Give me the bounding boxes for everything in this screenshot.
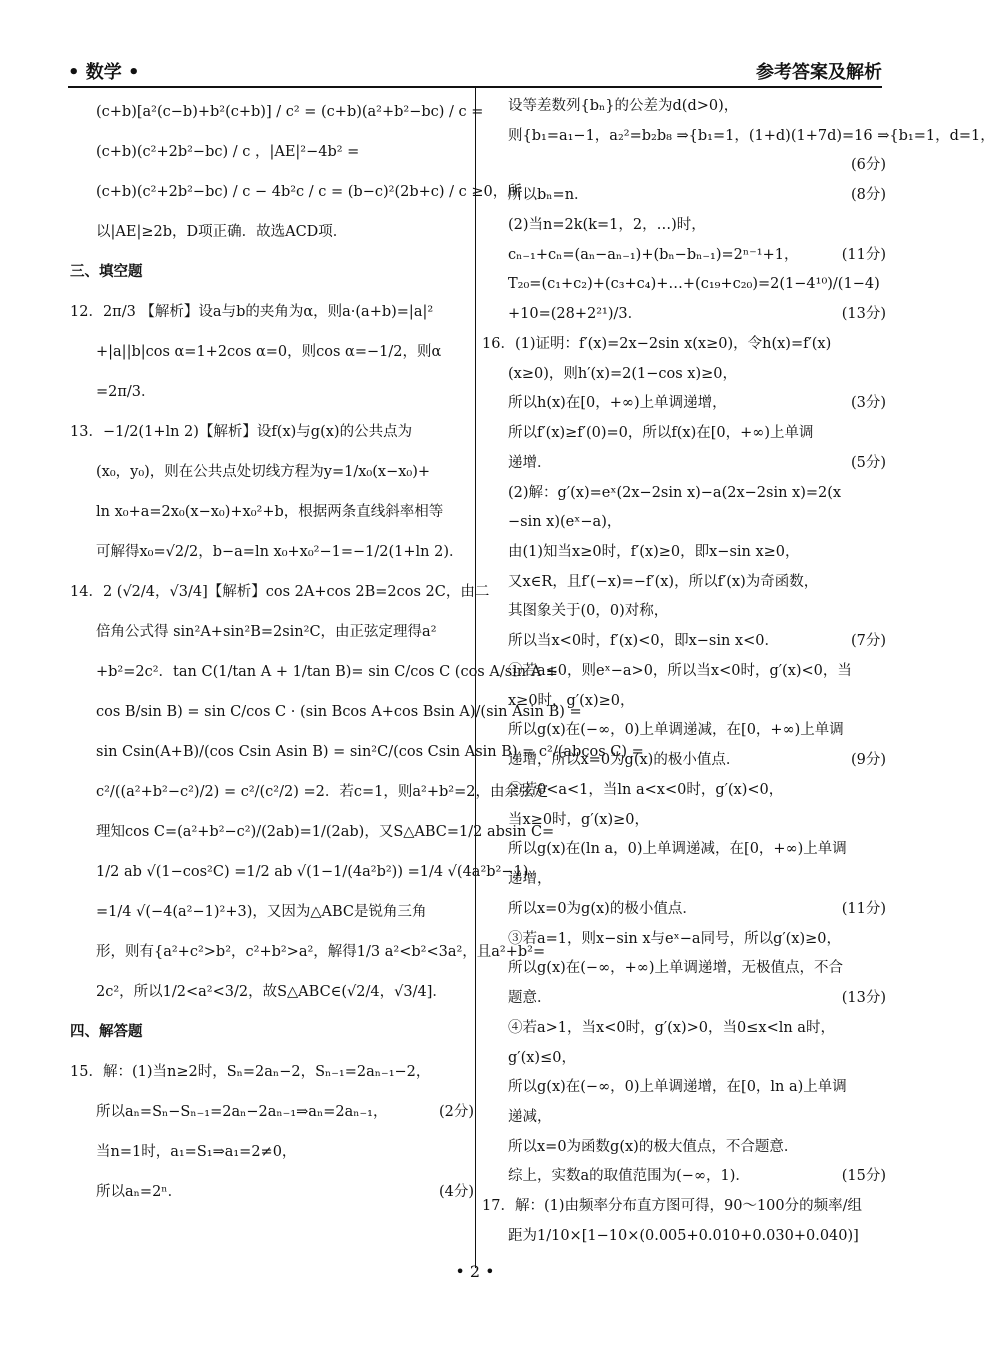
text-line — [508, 151, 886, 181]
text-line: 递增． (5分) — [508, 449, 886, 479]
text-line: 2c²，所以1/2<a²<3/2，故S△ABC∈(√2/4，√3/4]． — [96, 984, 447, 1000]
subject-label: • 数学 • — [68, 62, 140, 83]
text-line: 综上，实数a的取值范围为(−∞，1)． (15分) — [508, 1162, 886, 1192]
text-line: (x≥0)，则h′(x)=2(1−cos x)≥0， — [508, 365, 738, 382]
text-line: 1/2 ab √(1−cos²C) =1/2 ab √(1−1/(4a²b²)) =1/4 √(4a²b²−1) — [96, 864, 529, 880]
text-line: ③若a=1，则x−sin x与eˣ−a同号，所以g′(x)≥0， — [508, 930, 842, 947]
text-line: 又x∈R，且f′(−x)=−f′(x)，所以f′(x)为奇函数， — [508, 573, 819, 590]
header-title: 参考答案及解析 — [756, 62, 882, 83]
text-line: 当n=1时，a₁=S₁⇒a₁=2≠0， — [96, 1144, 297, 1160]
text-line: cos B/sin B) = sin C/cos C · (sin Bcos A+cos Bsin A)/(sin Asin B) = — [96, 704, 582, 720]
text-line: 三、填空题 — [70, 264, 143, 280]
text-line: (c+b)(c²+2b²−bc) / c ，|AE|²−4b² = — [96, 144, 360, 160]
text-line: sin Csin(A+B)/(cos Csin Asin B) = sin²C/(cos Csin Asin B) = c²/(abcos C) = — [96, 744, 644, 760]
text-line: 所以g(x)在(−∞，+∞)上单调递增，无极值点，不合 — [508, 960, 844, 977]
text-line: (c+b)(c²+2b²−bc) / c − 4b²c / c = (b−c)²(2b+c) / c ≥0，所 — [96, 184, 522, 200]
score-points: (7分) — [850, 633, 886, 650]
text-line: 倍角公式得 sin²A+sin²B=2sin²C，由正弦定理得a² — [96, 624, 437, 640]
text-line: 递增， — [508, 871, 552, 888]
score-points: (5分) — [850, 454, 886, 471]
right-column — [482, 92, 995, 1252]
text-line: 由(1)知当x≥0时，f′(x)≥0，即x−sin x≥0， — [508, 544, 800, 561]
score-points: (4分) — [438, 1184, 474, 1200]
text-line: 当x≥0时，g′(x)≥0， — [508, 811, 649, 828]
text-line: 题意． (13分) — [508, 984, 886, 1014]
page-header — [68, 58, 882, 84]
text-line: 所以x=0为g(x)的极小值点． (11分) — [508, 895, 886, 925]
text-line: (c+b)[a²(c−b)+b²(c+b)] / c² = (c+b)(a²+b²−bc) / c = — [96, 104, 484, 120]
text-line: ①若a≤0，则eˣ−a>0，所以当x<0时，g′(x)<0，当 — [508, 662, 852, 679]
text-line: 可解得x₀=√2/2，b−a=ln x₀+x₀²−1=−1/2(1+ln 2)． — [96, 544, 464, 560]
score-points: (13分) — [841, 306, 886, 323]
score-points: (9分) — [850, 752, 886, 769]
text-line: 递增，所以x=0为g(x)的极小值点． (9分) — [508, 746, 886, 776]
text-line: cₙ₋₁+cₙ=(aₙ−aₙ₋₁)+(bₙ−bₙ₋₁)=2ⁿ⁻¹+1， (11分) — [508, 241, 886, 271]
text-line: (x₀，y₀)，则在公共点处切线方程为y=1/x₀(x−x₀)+ — [96, 464, 431, 480]
text-line: 所以g(x)在(ln a，0)上单调递减，在[0，+∞)上单调 — [508, 841, 847, 858]
text-line: 以|AE|≥2b，D项正确．故选ACD项． — [96, 224, 348, 240]
text-line: 设等差数列{bₙ}的公差为d(d>0)， — [508, 98, 739, 114]
score-points: (8分) — [850, 187, 886, 204]
score-points: (11分) — [841, 246, 886, 263]
text-line: ln x₀+a=2x₀(x−x₀)+x₀²+b，根据两条直线斜率相等 — [96, 504, 444, 520]
text-line: ④若a>1，当x<0时，g′(x)>0，当0≤x<ln a时， — [508, 1019, 835, 1036]
score-points: (6分) — [850, 157, 886, 174]
text-line: 13．−1/2(1+ln 2)【解析】设f(x)与g(x)的公共点为 — [70, 424, 413, 440]
text-line: −sin x)(eˣ−a)， — [508, 514, 622, 531]
score-points: (13分) — [841, 990, 886, 1007]
text-line: x≥0时，g′(x)≥0， — [508, 692, 635, 709]
score-points: (3分) — [850, 395, 886, 412]
text-line: 距为1/10×[1−10×(0.005+0.010+0.030+0.040)] — [508, 1227, 859, 1244]
text-line: g′(x)≤0， — [508, 1049, 576, 1066]
text-line: 17．解：(1)由频率分布直方图可得，90～100分的频率/组 — [482, 1198, 863, 1215]
text-line: (2)解：g′(x)=eˣ(2x−2sin x)−a(2x−2sin x)=2(x — [508, 484, 842, 501]
text-line: 形，则有{a²+c²>b²，c²+b²>a²，解得1/3 a²<b²<3a²，且a²+b²= — [96, 944, 546, 960]
score-points: (11分) — [841, 900, 886, 917]
page-number: • 2 • — [455, 1262, 495, 1281]
text-line: 递减， — [508, 1108, 552, 1125]
score-points: (15分) — [841, 1168, 886, 1185]
text-line: =2π/3． — [96, 384, 156, 400]
text-line: 12．2π/3 【解析】设a与b的夹角为α，则a·(a+b)=|a|² — [70, 304, 434, 320]
text-line: 所以h(x)在[0，+∞)上单调递增， (3分) — [508, 389, 886, 419]
text-line: +|a||b|cos α=1+2cos α=0，则cos α=−1/2，则α — [96, 344, 442, 360]
text-line: c²/((a²+b²−c²)/2) = c²/(c²/2) =2．若c=1，则a²+b²=2，由余弦定 — [96, 784, 548, 800]
text-line: +10=(28+2²¹)/3． (13分) — [508, 300, 886, 330]
text-line: 其图象关于(0，0)对称， — [508, 603, 669, 620]
text-line: 所以f′(x)≥f′(0)=0，所以f(x)在[0，+∞)上单调 — [508, 425, 814, 442]
text-line: 四、解答题 — [70, 1024, 143, 1040]
text-line: 所以aₙ=Sₙ−Sₙ₋₁=2aₙ−2aₙ₋₁⇒aₙ=2aₙ₋₁， (2分) — [96, 1092, 474, 1132]
text-line: 理知cos C=(a²+b²−c²)/(2ab)=1/(2ab)，又S△ABC=1/2 absin C= — [96, 824, 555, 840]
text-line: ②若0<a<1，当ln a<x<0时，g′(x)<0， — [508, 781, 784, 798]
text-line: 15．解：(1)当n≥2时，Sₙ=2aₙ−2，Sₙ₋₁=2aₙ₋₁−2， — [70, 1064, 431, 1080]
text-line: 14．2 (√2/4，√3/4]【解析】cos 2A+cos 2B=2cos 2C，由二 — [70, 584, 490, 600]
text-line: =1/4 √(−4(a²−1)²+3)，又因为△ABC是锐角三角 — [96, 904, 427, 920]
text-line: +b²=2c²．tan C(1/tan A + 1/tan B)= sin C/cos C (cos A/sin A + — [96, 664, 558, 680]
text-line: T₂₀=(c₁+c₂)+(c₃+c₄)+…+(c₁₉+c₂₀)=2(1−4¹⁰)/(1−4) — [508, 276, 880, 293]
text-line: 所以x=0为函数g(x)的极大值点，不合题意． — [508, 1138, 799, 1155]
text-line: 所以g(x)在(−∞，0)上单调递减，在[0，+∞)上单调 — [508, 722, 844, 739]
text-line: 则{b₁=a₁−1，a₂²=b₂b₈ ⇒{b₁=1，(1+d)(1+7d)=16 ⇒{b₁=1，d=1， — [508, 127, 995, 144]
text-line: 所以当x<0时，f′(x)<0，即x−sin x<0． (7分) — [508, 627, 886, 657]
text-line: (2)当n=2k(k=1，2，…)时， — [508, 216, 706, 233]
text-line: 16．(1)证明：f′(x)=2x−2sin x(x≥0)，令h(x)=f′(x) — [482, 335, 832, 352]
text-line: 所以g(x)在(−∞，0)上单调递增，在[0，ln a)上单调 — [508, 1079, 847, 1096]
score-points: (2分) — [438, 1104, 474, 1120]
text-line: 所以bₙ=n． (8分) — [508, 181, 886, 211]
text-line: 所以aₙ=2ⁿ． (4分) — [96, 1172, 474, 1212]
